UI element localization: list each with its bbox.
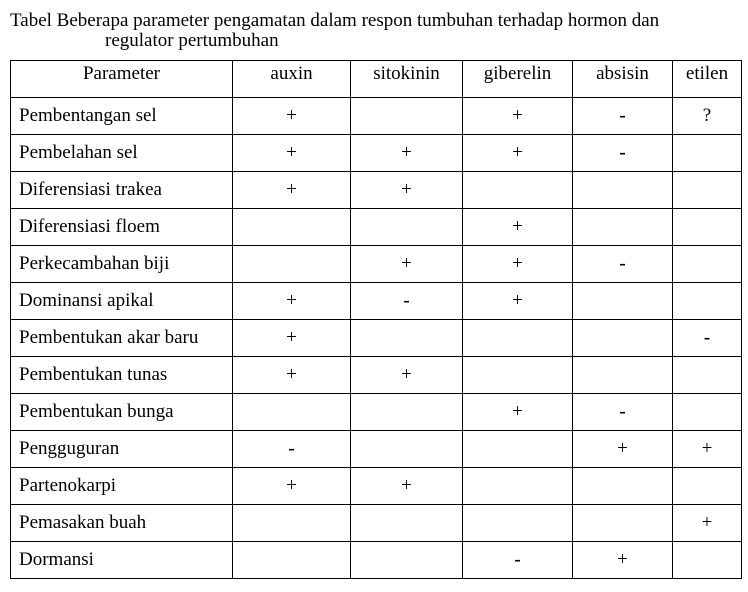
table-row — [11, 357, 742, 394]
response-cell: + — [351, 468, 463, 505]
response-cell — [233, 542, 351, 579]
table-row — [11, 320, 742, 357]
response-cell: + — [573, 542, 673, 579]
header-auxin: auxin — [233, 61, 351, 98]
table-row — [11, 209, 742, 246]
parameter-cell: Dominansi apikal — [11, 283, 233, 320]
parameter-cell: Perkecambahan biji — [11, 246, 233, 283]
header-sitokinin: sitokinin — [351, 61, 463, 98]
table-caption — [10, 9, 740, 50]
response-cell — [673, 135, 742, 172]
response-cell — [673, 468, 742, 505]
table-row — [11, 246, 742, 283]
response-cell — [573, 283, 673, 320]
response-cell: + — [233, 320, 351, 357]
response-cell: + — [233, 468, 351, 505]
table-row — [11, 505, 742, 542]
parameter-cell: Pengguguran — [11, 431, 233, 468]
response-cell: + — [573, 431, 673, 468]
parameter-cell: Pembentukan tunas — [11, 357, 233, 394]
parameter-cell: Partenokarpi — [11, 468, 233, 505]
response-cell — [233, 209, 351, 246]
header-etilen: etilen — [673, 61, 742, 98]
response-cell: - — [573, 246, 673, 283]
caption-line-2: regulator pertumbuhan — [105, 30, 279, 51]
response-cell: + — [351, 135, 463, 172]
response-cell — [463, 320, 573, 357]
response-cell — [673, 542, 742, 579]
response-cell: + — [351, 357, 463, 394]
response-cell — [573, 357, 673, 394]
response-cell: - — [673, 320, 742, 357]
parameter-cell: Pembentukan akar baru — [11, 320, 233, 357]
caption-line-1: Tabel Beberapa parameter pengamatan dalam respon tumbuhan terhadap hormon dan — [10, 10, 660, 31]
response-cell — [351, 542, 463, 579]
table-row — [11, 468, 742, 505]
response-cell: + — [463, 283, 573, 320]
response-cell — [351, 98, 463, 135]
parameter-cell: Pemasakan buah — [11, 505, 233, 542]
response-cell: + — [233, 98, 351, 135]
parameter-cell: Dormansi — [11, 542, 233, 579]
response-cell: - — [233, 431, 351, 468]
table-row — [11, 283, 742, 320]
response-cell — [573, 320, 673, 357]
response-cell — [351, 431, 463, 468]
response-cell: + — [463, 246, 573, 283]
header-giberelin: giberelin — [463, 61, 573, 98]
response-cell: - — [573, 394, 673, 431]
response-cell: + — [351, 246, 463, 283]
response-cell: - — [463, 542, 573, 579]
response-cell: + — [463, 135, 573, 172]
response-cell — [673, 209, 742, 246]
response-cell — [463, 468, 573, 505]
response-cell — [673, 283, 742, 320]
response-cell — [463, 357, 573, 394]
response-cell — [233, 394, 351, 431]
response-cell — [463, 172, 573, 209]
table-header-row — [11, 61, 742, 98]
header-absisin: absisin — [573, 61, 673, 98]
response-cell: + — [673, 431, 742, 468]
response-cell: + — [233, 357, 351, 394]
table-row — [11, 172, 742, 209]
response-cell — [233, 505, 351, 542]
table-row — [11, 431, 742, 468]
response-cell — [573, 209, 673, 246]
response-cell — [573, 172, 673, 209]
response-cell — [351, 505, 463, 542]
response-cell — [673, 394, 742, 431]
response-cell: + — [233, 283, 351, 320]
response-cell — [351, 209, 463, 246]
header-parameter: Parameter — [11, 61, 233, 98]
hormone-response-table — [10, 60, 742, 579]
response-cell: + — [233, 135, 351, 172]
response-cell — [463, 505, 573, 542]
response-cell: + — [351, 172, 463, 209]
response-cell — [573, 505, 673, 542]
response-cell: + — [463, 209, 573, 246]
table-row — [11, 98, 742, 135]
response-cell — [351, 320, 463, 357]
table-row — [11, 135, 742, 172]
table-row — [11, 394, 742, 431]
response-cell: - — [351, 283, 463, 320]
parameter-cell: Pembentukan bunga — [11, 394, 233, 431]
parameter-cell: Pembelahan sel — [11, 135, 233, 172]
response-cell — [573, 468, 673, 505]
parameter-cell: Diferensiasi trakea — [11, 172, 233, 209]
response-cell — [673, 246, 742, 283]
response-cell — [673, 357, 742, 394]
response-cell: - — [573, 135, 673, 172]
response-cell: + — [463, 98, 573, 135]
response-cell: + — [463, 394, 573, 431]
response-cell — [233, 246, 351, 283]
response-cell: + — [233, 172, 351, 209]
table-row — [11, 542, 742, 579]
response-cell — [673, 172, 742, 209]
response-cell — [351, 394, 463, 431]
response-cell — [463, 431, 573, 468]
parameter-cell: Pembentangan sel — [11, 98, 233, 135]
response-cell: + — [673, 505, 742, 542]
table-body — [11, 98, 742, 579]
response-cell: - — [573, 98, 673, 135]
response-cell: ? — [673, 98, 742, 135]
parameter-cell: Diferensiasi floem — [11, 209, 233, 246]
